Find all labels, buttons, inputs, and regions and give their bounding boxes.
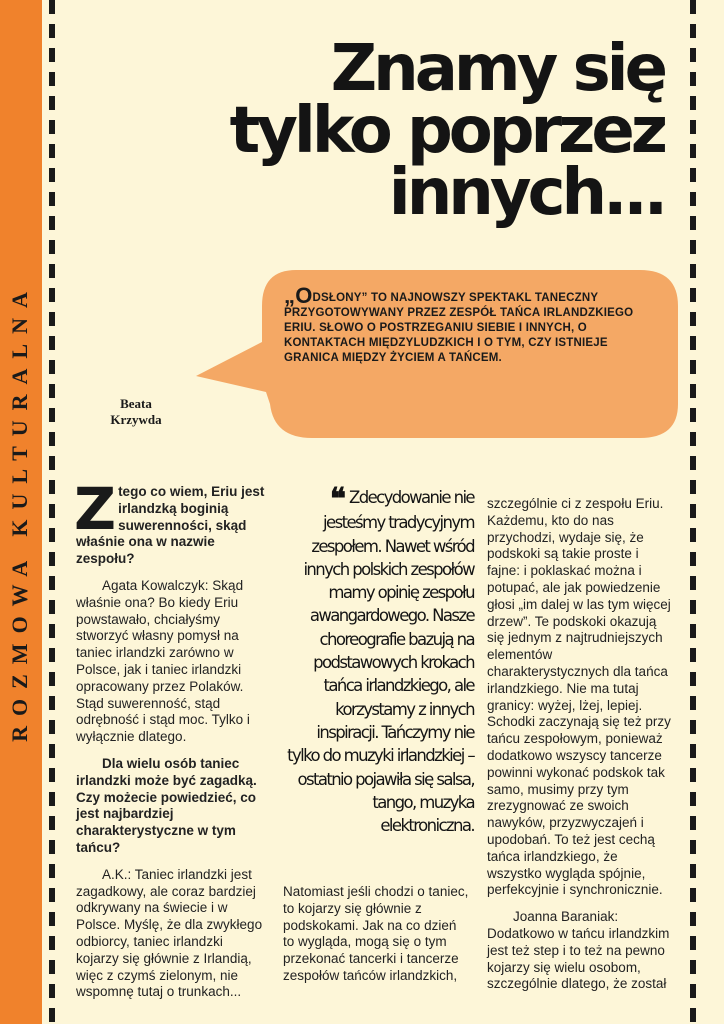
lead-initial: O (295, 283, 313, 308)
column-3 (487, 496, 675, 1003)
lead-body: DSŁONY” TO NAJNOWSZY SPEKTAKL TANECZNY PRZYGOTOWYWANY PRZEZ ZESPÓŁ TAŃCA IRLANDZKIEGO ERIU. SŁOWO O POSTRZEGANIU SIEBIE I INNYCH, O KONTAKTACH MIĘDZYLUDZKICH I O TYM, CZY ISTNIEJE GRANICA MIĘDZY ŻYCIEM A TAŃCEM. (284, 292, 634, 364)
dashed-rail-left (49, 0, 55, 1024)
author-byline (96, 396, 176, 428)
quote-mark-icon: ❝ (329, 482, 344, 517)
column-2-paragraph: Natomiast jeśli chodzi o taniec, to kojarzy się głównie z podskokami. Jak na co dzień to wygląda, mogą się o tym przekonać tancerki i tancerze zespołów tańców irlandzkich, (283, 884, 469, 983)
column-2-text (283, 884, 471, 995)
pull-quote (284, 482, 474, 837)
dashed-rail-right (690, 0, 696, 1024)
dropcap: Z (74, 475, 117, 543)
answer-1: Agata Kowalczyk: Skąd właśnie ona? Bo kiedy Eriu powstawało, chciałyśmy stworzyć własny pomysł na taniec irlandzki zarówno w Polsce, jak i taniec irlandzki opracowany przez Polaków. Stąd suwerenność, stąd odrębność i stąd moc. Tylko i wyłącznie dlatego. (76, 577, 250, 745)
headline-line: tylko poprzez (229, 94, 664, 168)
column-1 (74, 475, 268, 1011)
author-last-name: Krzywda (110, 412, 162, 427)
headline-line: Znamy się (330, 32, 664, 106)
column-3-paragraph-1: szczególnie ci z zespołu Eriu. Każdemu, kto do nas przychodzi, wydaje się, że podskoki są takie proste i fajne: i poklaskać można i potupać, ale jak powiedzenie głosi „im dalej w las tym więcej drzew”. Te podskoki okazują się jednym z najtrudniejszych elementów charakterystycznych dla tańca irlandzkiego. Nie ma tutaj granicy: wyżej, lżej, lepiej. Schodki zaczynają się też przy tańcu zespołowym, ponieważ dodatkowo wszyscy tancerze powinni wykonać podskok tak samo, musimy przy tym zrezygnować ze swoich nawyków, przyzwyczajeń i upodobań. To też jest cechą tańca irlandzkiego, że wszystko wygląda spójnie, perfekcyjnie i synchronicznie. (487, 496, 671, 898)
lead-quote-mark: „ (284, 283, 296, 308)
answer-2: A.K.: Taniec irlandzki jest zagadkowy, ale coraz bardziej odkrywany na świecie i w Polsce. Myślę, że dla zwykłego odbiorcy, taniec irlandzki kojarzy się głównie z Irlandią, więc z czymś zielonym, nie wspomnę tutaj o trunkach... (76, 866, 263, 1000)
section-label: ROZMOWA KULTURALNA (7, 282, 32, 742)
author-first-name: Beata (120, 396, 152, 411)
column-3-paragraph-2: Joanna Baraniak: Dodatkowo w tańcu irlandzkim jest też step i to też na pewno kojarzy się wielu osobom, szczególnie dlatego, że został (487, 909, 670, 992)
question-1 (74, 475, 268, 568)
speech-bubble (196, 0, 680, 440)
headline-line: innych... (388, 156, 664, 230)
section-band (0, 0, 42, 1024)
question-1-text: tego co wiem, Eriu jest irlandzką boginią suwerenności, skąd właśnie ona w nazwie zespołu? (76, 484, 265, 567)
question-2: Dla wielu osób taniec irlandzki może być zagadką. Czy możecie powiedzieć, co jest najbardziej charakterystyczne w tym tańcu? (76, 755, 257, 855)
lead-text (284, 283, 654, 366)
pull-quote-text: Zdecydowanie nie jesteśmy tradycyjnym zespołem. Nawet wśród innych polskich zespołów mamy opinię zespołu awangardowego. Nasze choreografie bazują na podstawowych krokach tańca irlandzkiego, ale korzystamy z innych inspiracji. Tańczymy nie tylko do muzyki irlandzkiej – ostatnio pojawiła się salsa, tango, muzyka elektroniczna. (287, 488, 474, 836)
